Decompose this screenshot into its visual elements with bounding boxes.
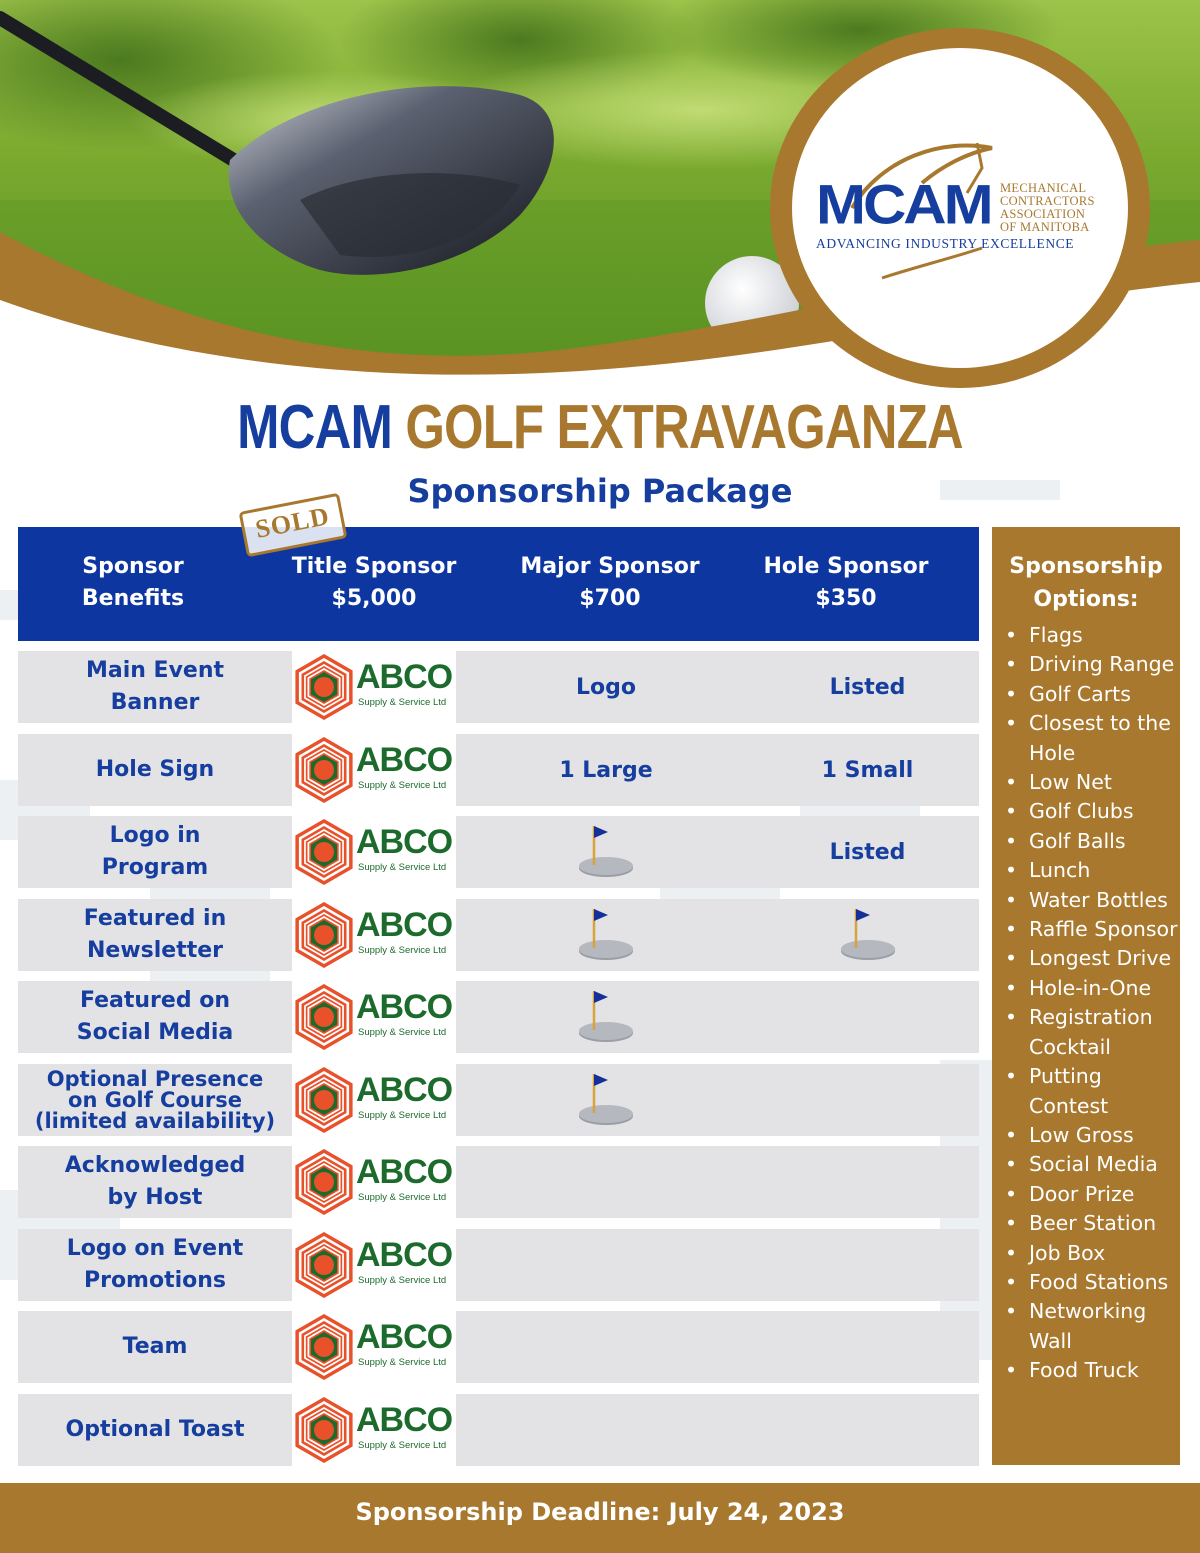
option-item: • Closest to the Hole [1003, 709, 1183, 768]
header-benefits: Sponsor Benefits [81, 554, 185, 611]
abco-hexagon-icon [292, 651, 356, 723]
option-item: • Networking Wall [1003, 1297, 1183, 1356]
title-part-1: MCAM [237, 393, 393, 462]
abco-wordmark: ABCO [356, 1318, 453, 1356]
header-title-sponsor: Title Sponsor $5,000 [291, 554, 457, 611]
abco-subline: Supply & Service Ltd [358, 1110, 447, 1121]
abco-hexagon-icon [292, 1394, 356, 1466]
major-sponsor-cell [456, 1146, 756, 1218]
hole-sponsor-cell [756, 1064, 979, 1136]
major-sponsor-cell: Logo [456, 651, 756, 723]
hole-sponsor-cell [756, 1394, 979, 1466]
major-sponsor-cell [456, 816, 756, 888]
abco-subline: Supply & Service Ltd [358, 1027, 447, 1038]
golf-flag-icon [574, 903, 638, 967]
option-item: • Longest Drive [1003, 944, 1183, 973]
option-item: • Food Truck [1003, 1356, 1183, 1385]
table-header [18, 527, 979, 641]
hole-sponsor-cell [756, 1311, 979, 1383]
abco-wordmark: ABCO [356, 1153, 453, 1191]
hole-sponsor-cell [756, 1229, 979, 1301]
abco-hexagon-icon [292, 1229, 356, 1301]
abco-subline: Supply & Service Ltd [358, 780, 447, 791]
major-sponsor-cell [456, 981, 756, 1053]
logo-line-1: MECHANICAL [1000, 181, 1087, 195]
benefit-cell: Logo in Program [18, 816, 292, 888]
benefit-cell: Featured in Newsletter [18, 899, 292, 971]
abco-logo [292, 1064, 456, 1136]
hole-sponsor-cell [756, 981, 979, 1053]
title-sponsor-cell [292, 734, 456, 806]
table-row [18, 981, 979, 1053]
title-sponsor-cell [292, 1146, 456, 1218]
option-item: • Low Gross [1003, 1121, 1183, 1150]
title-sponsor-cell [292, 1064, 456, 1136]
abco-subline: Supply & Service Ltd [358, 1440, 447, 1451]
golf-flag-icon [574, 820, 638, 884]
abco-subline: Supply & Service Ltd [358, 1357, 447, 1368]
option-item: • Beer Station [1003, 1209, 1183, 1238]
table-row [18, 734, 979, 806]
table-row [18, 899, 979, 971]
benefit-cell: Acknowledged by Host [18, 1146, 292, 1218]
options-title: Sponsorship Options: [1009, 554, 1163, 612]
abco-subline: Supply & Service Ltd [358, 697, 447, 708]
hole-sponsor-cell [756, 899, 979, 971]
abco-logo [292, 1229, 456, 1301]
title-sponsor-cell [292, 1394, 456, 1466]
abco-hexagon-icon [292, 1064, 356, 1136]
table-row [18, 1146, 979, 1218]
abco-hexagon-icon [292, 734, 356, 806]
title-sponsor-cell [292, 1229, 456, 1301]
title-sponsor-cell [292, 899, 456, 971]
golf-flag-icon [574, 985, 638, 1049]
abco-logo [292, 816, 456, 888]
abco-logo [292, 1146, 456, 1218]
abco-wordmark: ABCO [356, 1071, 453, 1109]
abco-subline: Supply & Service Ltd [358, 1192, 447, 1203]
table-row [18, 1064, 979, 1136]
benefit-cell: Logo on Event Promotions [18, 1229, 292, 1301]
abco-wordmark: ABCO [356, 658, 453, 696]
page-subtitle: Sponsorship Package [407, 472, 793, 510]
major-sponsor-cell [456, 1394, 756, 1466]
benefit-cell: Team [18, 1311, 292, 1383]
table-row [18, 1229, 979, 1301]
sold-stamp: SOLD [239, 493, 348, 558]
logo-line-2: CONTRACTORS [1000, 194, 1095, 208]
abco-hexagon-icon [292, 1146, 356, 1218]
benefit-cell: Optional Presence on Golf Course (limited availability) [18, 1064, 292, 1136]
abco-wordmark: ABCO [356, 1401, 453, 1439]
abco-logo [292, 734, 456, 806]
major-sponsor-cell [456, 1311, 756, 1383]
option-item: • Water Bottles [1003, 886, 1183, 915]
benefit-cell: Hole Sign [18, 734, 292, 806]
option-item: • Driving Range [1003, 650, 1183, 679]
table-row [18, 816, 979, 888]
major-sponsor-cell [456, 899, 756, 971]
deadline-text: Sponsorship Deadline: July 24, 2023 [355, 1498, 845, 1526]
option-item: • Door Prize [1003, 1180, 1183, 1209]
options-list [1003, 621, 1183, 1386]
abco-logo [292, 981, 456, 1053]
hole-sponsor-cell: 1 Small [756, 734, 979, 806]
option-item: • Lunch [1003, 856, 1183, 885]
header-hole-sponsor: Hole Sponsor $350 [763, 554, 929, 611]
option-item: • Food Stations [1003, 1268, 1183, 1297]
golf-flag-icon [836, 903, 900, 967]
benefit-cell: Featured on Social Media [18, 981, 292, 1053]
abco-subline: Supply & Service Ltd [358, 945, 447, 956]
abco-hexagon-icon [292, 1311, 356, 1383]
hole-sponsor-cell: Listed [756, 816, 979, 888]
hole-sponsor-cell [756, 1146, 979, 1218]
option-item: • Job Box [1003, 1239, 1183, 1268]
title-sponsor-cell [292, 981, 456, 1053]
logo-line-3: ASSOCIATION [1000, 207, 1086, 221]
abco-hexagon-icon [292, 899, 356, 971]
abco-wordmark: ABCO [356, 741, 453, 779]
abco-subline: Supply & Service Ltd [358, 862, 447, 873]
logo-tagline: ADVANCING INDUSTRY EXCELLENCE [816, 236, 1075, 251]
option-item: • Social Media [1003, 1150, 1183, 1179]
abco-subline: Supply & Service Ltd [358, 1275, 447, 1286]
option-item: • Low Net [1003, 768, 1183, 797]
abco-hexagon-icon [292, 816, 356, 888]
benefit-cell: Main Event Banner [18, 651, 292, 723]
abco-wordmark: ABCO [356, 823, 453, 861]
abco-logo [292, 651, 456, 723]
option-item: • Flags [1003, 621, 1183, 650]
title-part-2: GOLF EXTRAVAGANZA [405, 393, 963, 462]
header-major-sponsor: Major Sponsor $700 [520, 554, 700, 611]
benefit-cell: Optional Toast [18, 1394, 292, 1466]
table-row [18, 1394, 979, 1466]
option-item: • Putting Contest [1003, 1062, 1183, 1121]
logo-mcam: MCAM [816, 173, 991, 236]
option-item: • Hole-in-One [1003, 974, 1183, 1003]
table-row [18, 651, 979, 723]
logo-line-4: OF MANITOBA [1000, 220, 1090, 234]
abco-logo [292, 899, 456, 971]
golf-flag-icon [574, 1068, 638, 1132]
title-sponsor-cell [292, 1311, 456, 1383]
major-sponsor-cell [456, 1064, 756, 1136]
option-item: • Golf Carts [1003, 680, 1183, 709]
major-sponsor-cell [456, 1229, 756, 1301]
abco-logo [292, 1311, 456, 1383]
major-sponsor-cell: 1 Large [456, 734, 756, 806]
option-item: • Golf Clubs [1003, 797, 1183, 826]
abco-logo [292, 1394, 456, 1466]
option-item: • Raffle Sponsor [1003, 915, 1183, 944]
abco-wordmark: ABCO [356, 988, 453, 1026]
title-sponsor-cell [292, 816, 456, 888]
option-item: • Golf Balls [1003, 827, 1183, 856]
abco-hexagon-icon [292, 981, 356, 1053]
title-sponsor-cell [292, 651, 456, 723]
table-row [18, 1311, 979, 1383]
page-title [108, 392, 1092, 463]
abco-wordmark: ABCO [356, 906, 453, 944]
hole-sponsor-cell: Listed [756, 651, 979, 723]
option-item: • Registration Cocktail [1003, 1003, 1183, 1062]
abco-wordmark: ABCO [356, 1236, 453, 1274]
